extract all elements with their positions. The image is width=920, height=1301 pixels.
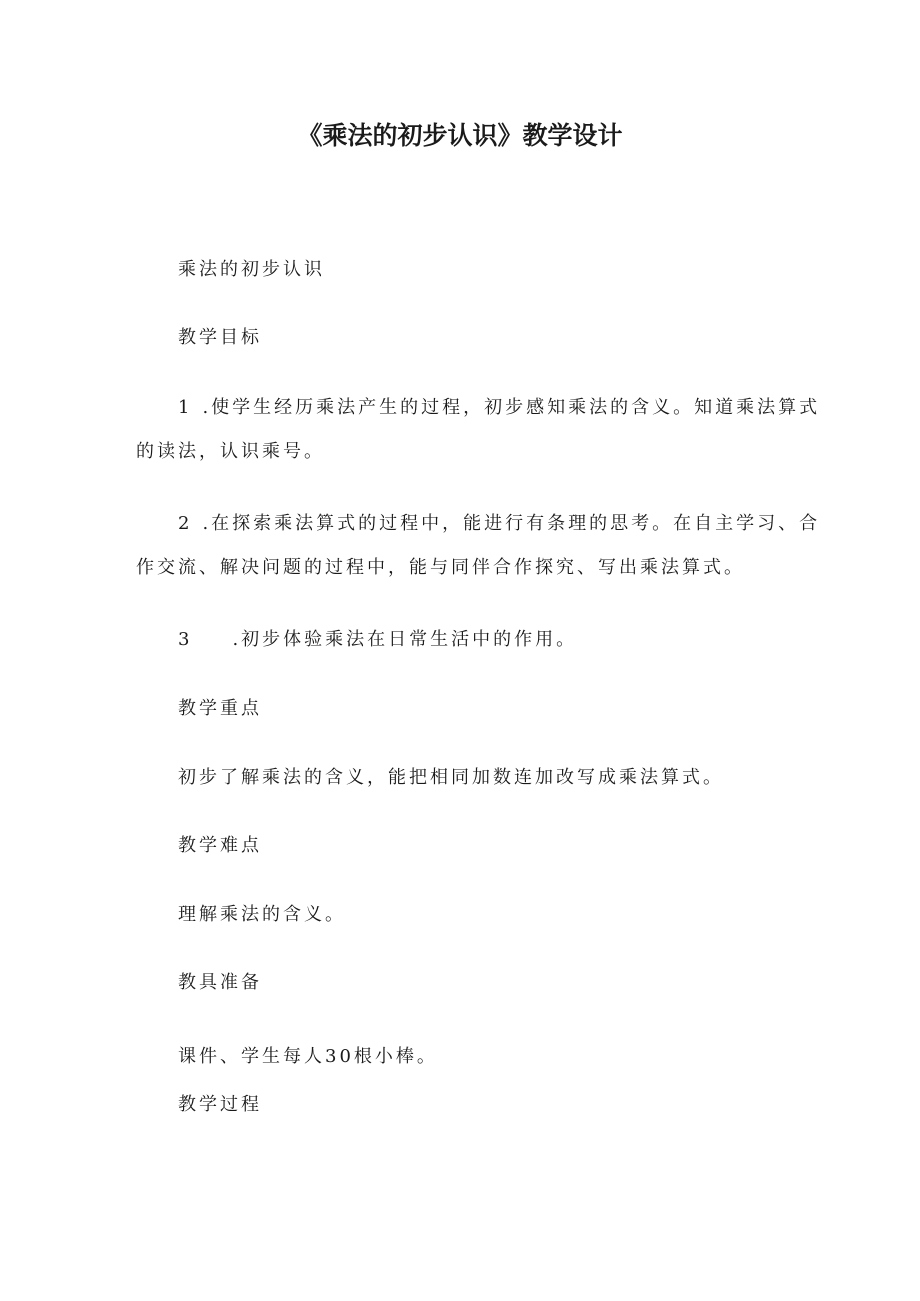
heading-difficulties: 教学难点 <box>178 835 262 856</box>
document-title: 《乘法的初步认识》教学设计 <box>297 121 623 150</box>
objective-1-number: 1 <box>178 397 193 418</box>
objective-2-text: .在探索乘法算式的过程中，能进行有条理的思考。在自主学习、合 <box>202 513 821 534</box>
objective-3 <box>178 628 577 652</box>
objective-3-number: 3 <box>178 629 193 650</box>
heading-key-points: 教学重点 <box>178 698 262 719</box>
objective-3-text: .初步体验乘法在日常生活中的作用。 <box>232 629 578 650</box>
objective-2-line2: 作交流、解决问题的过程中，能与同伴合作探究、写出乘法算式。 <box>136 557 745 578</box>
heading-materials: 教具准备 <box>178 972 262 993</box>
heading-process: 教学过程 <box>178 1094 262 1115</box>
key-points-text: 初步了解乘法的含义，能把相同加数连加改写成乘法算式。 <box>178 767 724 788</box>
lesson-subtitle: 乘法的初步认识 <box>178 259 325 280</box>
materials-text: 课件、学生每人30根小棒。 <box>178 1046 438 1067</box>
objective-1-text: .使学生经历乘法产生的过程，初步感知乘法的含义。知道乘法算式 <box>202 397 821 418</box>
objective-1-line2: 的读法，认识乘号。 <box>136 441 325 462</box>
objective-1-line1 <box>136 396 821 420</box>
heading-objectives: 教学目标 <box>178 327 262 348</box>
objective-2 <box>136 512 821 580</box>
objective-2-number: 2 <box>178 513 193 534</box>
objective-1 <box>136 396 821 464</box>
difficulties-text: 理解乘法的含义。 <box>178 904 346 925</box>
objective-2-line1 <box>136 512 821 536</box>
